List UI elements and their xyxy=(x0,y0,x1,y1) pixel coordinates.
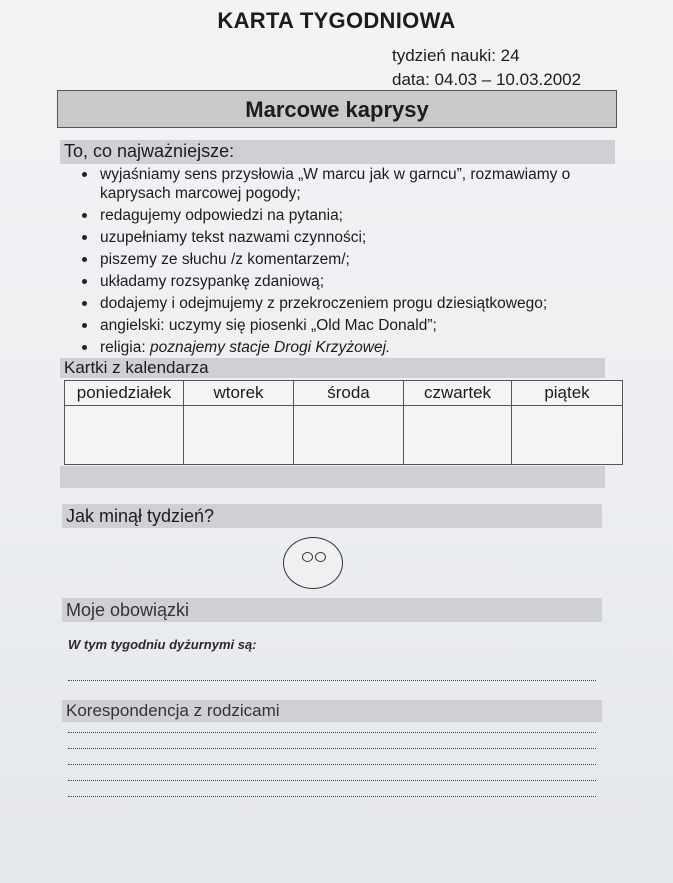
list-item: dodajemy i odejmujemy z przekroczeniem progu dziesiątkowego; xyxy=(76,294,636,313)
left-eye-icon xyxy=(302,552,313,562)
calendar-cell-wednesday[interactable] xyxy=(294,406,404,465)
calendar-cell-friday[interactable] xyxy=(512,406,623,465)
day-wednesday: środa xyxy=(294,381,404,406)
page-title: KARTA TYGODNIOWA xyxy=(217,8,456,33)
correspondence-line[interactable] xyxy=(68,764,596,765)
list-item: uzupełniamy tekst nazwami czynności; xyxy=(76,228,636,247)
list-item: piszemy ze słuchu /z komentarzem/; xyxy=(76,250,636,269)
duties-heading: Moje obowiązki xyxy=(62,598,602,622)
correspondence-line[interactable] xyxy=(68,748,596,749)
correspondence-line[interactable] xyxy=(68,780,596,781)
religion-label: religia: xyxy=(100,339,146,356)
list-item: redagujemy odpowiedzi na pytania; xyxy=(76,206,636,225)
correspondence-line[interactable] xyxy=(68,796,596,797)
theme-banner: Marcowe kaprysy xyxy=(57,90,617,128)
duty-note: W tym tygodniu dyżurnymi są: xyxy=(68,637,257,652)
list-item-religion xyxy=(76,338,636,357)
date-range: data: 04.03 – 10.03.2002 xyxy=(392,70,582,89)
duty-answer-line[interactable] xyxy=(68,680,596,681)
day-thursday: czwartek xyxy=(404,381,512,406)
week-question-heading: Jak minął tydzień? xyxy=(62,504,602,528)
list-item: angielski: uczymy się piosenki „Old Mac Donald”; xyxy=(76,316,636,335)
calendar-cell-monday[interactable] xyxy=(65,406,184,465)
priorities-heading: To, co najważniejsze: xyxy=(60,140,615,164)
calendar-cell-thursday[interactable] xyxy=(404,406,512,465)
calendar-heading: Kartki z kalendarza xyxy=(60,358,605,378)
face-icon xyxy=(283,537,343,589)
right-eye-icon xyxy=(315,552,326,562)
day-tuesday: wtorek xyxy=(184,381,294,406)
list-item: układamy rozsypankę zdaniową; xyxy=(76,272,636,291)
correspondence-line[interactable] xyxy=(68,732,596,733)
calendar-cell-tuesday[interactable] xyxy=(184,406,294,465)
list-item: wyjaśniamy sens przysłowia „W marcu jak w garncu”, rozmawiamy o kaprysach marcowej pogody; xyxy=(76,165,636,203)
day-friday: piątek xyxy=(512,381,623,406)
week-number: tydzień nauki: 24 xyxy=(392,46,520,65)
religion-text: poznajemy stacje Drogi Krzyżowej. xyxy=(149,339,391,356)
day-monday: poniedziałek xyxy=(65,381,184,406)
correspondence-heading: Korespondencja z rodzicami xyxy=(62,700,602,722)
divider-band xyxy=(60,466,605,488)
priorities-list xyxy=(76,165,636,360)
calendar-table xyxy=(64,380,623,465)
